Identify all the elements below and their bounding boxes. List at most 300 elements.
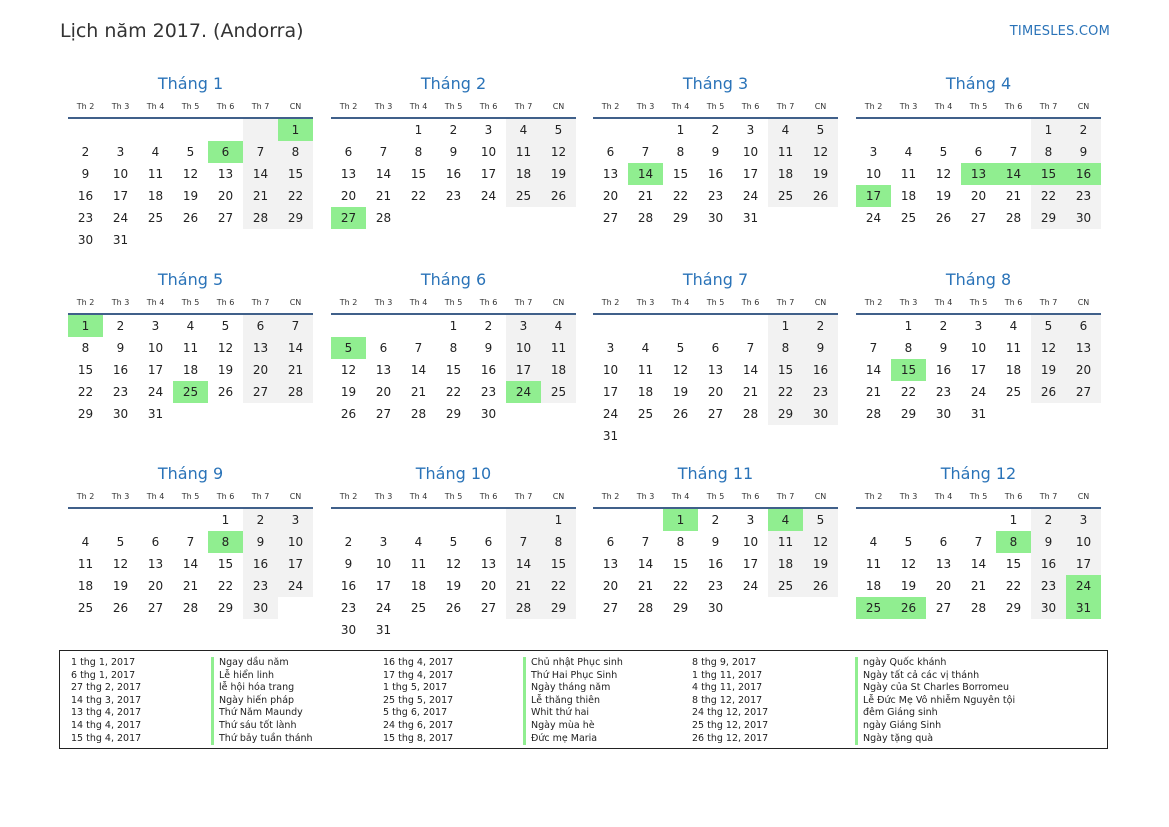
day-cell[interactable]: 14 xyxy=(410,363,427,377)
day-cell[interactable]: 3 xyxy=(606,341,615,355)
day-cell[interactable]: 10 xyxy=(506,337,541,359)
day-cell[interactable]: 16 xyxy=(445,167,462,181)
day-cell[interactable]: 12 xyxy=(182,167,199,181)
site-link[interactable]: TIMESLES.COM xyxy=(1009,24,1110,39)
day-cell[interactable]: 22 xyxy=(768,381,803,403)
day-cell[interactable]: 20 xyxy=(147,579,164,593)
day-cell[interactable]: 6 xyxy=(606,145,615,159)
day-cell[interactable]: 5 xyxy=(803,119,838,141)
day-cell[interactable]: 10 xyxy=(112,167,129,181)
day-cell[interactable]: 6 xyxy=(151,535,160,549)
day-cell[interactable]: 3 xyxy=(869,145,878,159)
day-cell[interactable]: 7 xyxy=(641,145,650,159)
day-cell[interactable]: 21 xyxy=(182,579,199,593)
day-cell[interactable]: 6 xyxy=(974,145,983,159)
day-cell[interactable]: 5 xyxy=(541,119,576,141)
day-cell[interactable]: 7 xyxy=(506,531,541,553)
day-cell[interactable]: 18 xyxy=(77,579,94,593)
holiday-day-cell[interactable]: 27 xyxy=(331,207,366,229)
day-cell[interactable]: 29 xyxy=(217,601,234,615)
day-cell[interactable]: 26 xyxy=(445,601,462,615)
day-cell[interactable]: 7 xyxy=(414,341,423,355)
day-cell[interactable]: 28 xyxy=(375,211,392,225)
day-cell[interactable]: 17 xyxy=(506,359,541,381)
day-cell[interactable]: 1 xyxy=(904,319,913,333)
day-cell[interactable]: 9 xyxy=(711,145,720,159)
day-cell[interactable]: 2 xyxy=(711,513,720,527)
day-cell[interactable]: 10 xyxy=(147,341,164,355)
day-cell[interactable]: 30 xyxy=(243,597,278,619)
day-cell[interactable]: 24 xyxy=(742,189,759,203)
day-cell[interactable]: 25 xyxy=(77,601,94,615)
day-cell[interactable]: 14 xyxy=(742,363,759,377)
day-cell[interactable]: 26 xyxy=(1031,381,1066,403)
day-cell[interactable]: 3 xyxy=(1066,509,1101,531)
day-cell[interactable]: 15 xyxy=(278,163,313,185)
day-cell[interactable]: 18 xyxy=(506,163,541,185)
day-cell[interactable]: 12 xyxy=(541,141,576,163)
day-cell[interactable]: 21 xyxy=(742,385,759,399)
day-cell[interactable]: 18 xyxy=(768,553,803,575)
day-cell[interactable]: 22 xyxy=(77,385,94,399)
holiday-day-cell[interactable]: 1 xyxy=(278,119,313,141)
day-cell[interactable]: 14 xyxy=(970,557,987,571)
day-cell[interactable]: 6 xyxy=(379,341,388,355)
day-cell[interactable]: 3 xyxy=(746,123,755,137)
day-cell[interactable]: 19 xyxy=(900,579,917,593)
day-cell[interactable]: 6 xyxy=(711,341,720,355)
day-cell[interactable]: 30 xyxy=(707,601,724,615)
day-cell[interactable]: 12 xyxy=(340,363,357,377)
day-cell[interactable]: 12 xyxy=(672,363,689,377)
day-cell[interactable]: 25 xyxy=(900,211,917,225)
holiday-day-cell[interactable]: 4 xyxy=(768,509,803,531)
day-cell[interactable]: 25 xyxy=(410,601,427,615)
day-cell[interactable]: 9 xyxy=(81,167,90,181)
day-cell[interactable]: 30 xyxy=(935,407,952,421)
day-cell[interactable]: 7 xyxy=(186,535,195,549)
day-cell[interactable]: 30 xyxy=(77,233,94,247)
day-cell[interactable]: 20 xyxy=(243,359,278,381)
day-cell[interactable]: 25 xyxy=(541,381,576,403)
day-cell[interactable]: 29 xyxy=(541,597,576,619)
day-cell[interactable]: 28 xyxy=(742,407,759,421)
day-cell[interactable]: 30 xyxy=(112,407,129,421)
day-cell[interactable]: 13 xyxy=(375,363,392,377)
holiday-day-cell[interactable]: 25 xyxy=(856,597,891,619)
day-cell[interactable]: 21 xyxy=(375,189,392,203)
holiday-day-cell[interactable]: 14 xyxy=(996,163,1031,185)
day-cell[interactable]: 23 xyxy=(340,601,357,615)
day-cell[interactable]: 4 xyxy=(869,535,878,549)
day-cell[interactable]: 17 xyxy=(742,557,759,571)
day-cell[interactable]: 19 xyxy=(1031,359,1066,381)
day-cell[interactable]: 9 xyxy=(1031,531,1066,553)
day-cell[interactable]: 6 xyxy=(939,535,948,549)
day-cell[interactable]: 26 xyxy=(935,211,952,225)
day-cell[interactable]: 14 xyxy=(375,167,392,181)
day-cell[interactable]: 20 xyxy=(217,189,234,203)
day-cell[interactable]: 16 xyxy=(935,363,952,377)
day-cell[interactable]: 27 xyxy=(243,381,278,403)
day-cell[interactable]: 17 xyxy=(375,579,392,593)
day-cell[interactable]: 15 xyxy=(541,553,576,575)
day-cell[interactable]: 7 xyxy=(869,341,878,355)
holiday-day-cell[interactable]: 1 xyxy=(68,315,103,337)
day-cell[interactable]: 31 xyxy=(602,429,619,443)
holiday-day-cell[interactable]: 16 xyxy=(1066,163,1101,185)
day-cell[interactable]: 24 xyxy=(147,385,164,399)
day-cell[interactable]: 23 xyxy=(1031,575,1066,597)
day-cell[interactable]: 28 xyxy=(278,381,313,403)
holiday-day-cell[interactable]: 26 xyxy=(891,597,926,619)
day-cell[interactable]: 25 xyxy=(768,185,803,207)
day-cell[interactable]: 27 xyxy=(147,601,164,615)
day-cell[interactable]: 8 xyxy=(1031,141,1066,163)
day-cell[interactable]: 3 xyxy=(278,509,313,531)
day-cell[interactable]: 11 xyxy=(410,557,427,571)
holiday-day-cell[interactable]: 6 xyxy=(208,141,243,163)
day-cell[interactable]: 6 xyxy=(606,535,615,549)
day-cell[interactable]: 22 xyxy=(672,579,689,593)
day-cell[interactable]: 2 xyxy=(449,123,458,137)
day-cell[interactable]: 19 xyxy=(803,163,838,185)
day-cell[interactable]: 4 xyxy=(414,535,423,549)
day-cell[interactable]: 20 xyxy=(480,579,497,593)
day-cell[interactable]: 10 xyxy=(278,531,313,553)
day-cell[interactable]: 11 xyxy=(77,557,94,571)
day-cell[interactable]: 20 xyxy=(1066,359,1101,381)
day-cell[interactable]: 31 xyxy=(375,623,392,637)
day-cell[interactable]: 23 xyxy=(445,189,462,203)
day-cell[interactable]: 24 xyxy=(112,211,129,225)
day-cell[interactable]: 27 xyxy=(1066,381,1101,403)
day-cell[interactable]: 2 xyxy=(1031,509,1066,531)
day-cell[interactable]: 16 xyxy=(243,553,278,575)
day-cell[interactable]: 5 xyxy=(676,341,685,355)
day-cell[interactable]: 17 xyxy=(742,167,759,181)
day-cell[interactable]: 17 xyxy=(112,189,129,203)
day-cell[interactable]: 12 xyxy=(217,341,234,355)
day-cell[interactable]: 18 xyxy=(637,385,654,399)
day-cell[interactable]: 30 xyxy=(803,403,838,425)
day-cell[interactable]: 21 xyxy=(637,189,654,203)
day-cell[interactable]: 7 xyxy=(641,535,650,549)
day-cell[interactable]: 2 xyxy=(344,535,353,549)
day-cell[interactable]: 16 xyxy=(77,189,94,203)
day-cell[interactable]: 11 xyxy=(541,337,576,359)
holiday-day-cell[interactable]: 1 xyxy=(663,509,698,531)
day-cell[interactable]: 21 xyxy=(278,359,313,381)
day-cell[interactable]: 6 xyxy=(1066,315,1101,337)
day-cell[interactable]: 24 xyxy=(480,189,497,203)
day-cell[interactable]: 4 xyxy=(641,341,650,355)
day-cell[interactable]: 23 xyxy=(77,211,94,225)
day-cell[interactable]: 14 xyxy=(506,553,541,575)
day-cell[interactable]: 4 xyxy=(186,319,195,333)
day-cell[interactable]: 21 xyxy=(970,579,987,593)
day-cell[interactable]: 8 xyxy=(676,535,685,549)
day-cell[interactable]: 12 xyxy=(900,557,917,571)
day-cell[interactable]: 27 xyxy=(375,407,392,421)
day-cell[interactable]: 4 xyxy=(541,315,576,337)
day-cell[interactable]: 2 xyxy=(116,319,125,333)
day-cell[interactable]: 30 xyxy=(480,407,497,421)
day-cell[interactable]: 13 xyxy=(147,557,164,571)
day-cell[interactable]: 23 xyxy=(707,579,724,593)
day-cell[interactable]: 19 xyxy=(445,579,462,593)
day-cell[interactable]: 5 xyxy=(116,535,125,549)
day-cell[interactable]: 26 xyxy=(541,185,576,207)
day-cell[interactable]: 8 xyxy=(676,145,685,159)
day-cell[interactable]: 22 xyxy=(445,385,462,399)
day-cell[interactable]: 18 xyxy=(182,363,199,377)
day-cell[interactable]: 12 xyxy=(1031,337,1066,359)
day-cell[interactable]: 1 xyxy=(449,319,458,333)
day-cell[interactable]: 12 xyxy=(803,531,838,553)
day-cell[interactable]: 19 xyxy=(541,163,576,185)
day-cell[interactable]: 30 xyxy=(1066,207,1101,229)
day-cell[interactable]: 2 xyxy=(81,145,90,159)
day-cell[interactable]: 13 xyxy=(707,363,724,377)
day-cell[interactable]: 7 xyxy=(379,145,388,159)
day-cell[interactable]: 22 xyxy=(541,575,576,597)
day-cell[interactable]: 27 xyxy=(707,407,724,421)
day-cell[interactable]: 13 xyxy=(1066,337,1101,359)
day-cell[interactable]: 22 xyxy=(900,385,917,399)
day-cell[interactable]: 30 xyxy=(1031,597,1066,619)
day-cell[interactable]: 21 xyxy=(1005,189,1022,203)
day-cell[interactable]: 9 xyxy=(484,341,493,355)
day-cell[interactable]: 15 xyxy=(672,167,689,181)
day-cell[interactable]: 13 xyxy=(935,557,952,571)
day-cell[interactable]: 19 xyxy=(182,189,199,203)
day-cell[interactable]: 30 xyxy=(340,623,357,637)
day-cell[interactable]: 28 xyxy=(182,601,199,615)
day-cell[interactable]: 31 xyxy=(147,407,164,421)
day-cell[interactable]: 21 xyxy=(506,575,541,597)
day-cell[interactable]: 1 xyxy=(541,509,576,531)
day-cell[interactable]: 8 xyxy=(414,145,423,159)
day-cell[interactable]: 11 xyxy=(768,531,803,553)
day-cell[interactable]: 2 xyxy=(803,315,838,337)
day-cell[interactable]: 25 xyxy=(637,407,654,421)
day-cell[interactable]: 29 xyxy=(278,207,313,229)
day-cell[interactable]: 11 xyxy=(900,167,917,181)
day-cell[interactable]: 18 xyxy=(768,163,803,185)
day-cell[interactable]: 11 xyxy=(637,363,654,377)
day-cell[interactable]: 11 xyxy=(865,557,882,571)
day-cell[interactable]: 18 xyxy=(1005,363,1022,377)
day-cell[interactable]: 16 xyxy=(480,363,497,377)
day-cell[interactable]: 28 xyxy=(865,407,882,421)
day-cell[interactable]: 16 xyxy=(112,363,129,377)
day-cell[interactable]: 8 xyxy=(541,531,576,553)
day-cell[interactable]: 10 xyxy=(970,341,987,355)
day-cell[interactable]: 9 xyxy=(243,531,278,553)
day-cell[interactable]: 11 xyxy=(768,141,803,163)
day-cell[interactable]: 2 xyxy=(1066,119,1101,141)
day-cell[interactable]: 22 xyxy=(217,579,234,593)
day-cell[interactable]: 24 xyxy=(375,601,392,615)
day-cell[interactable]: 3 xyxy=(484,123,493,137)
day-cell[interactable]: 5 xyxy=(904,535,913,549)
day-cell[interactable]: 19 xyxy=(340,385,357,399)
day-cell[interactable]: 21 xyxy=(410,385,427,399)
day-cell[interactable]: 27 xyxy=(602,211,619,225)
day-cell[interactable]: 1 xyxy=(1009,513,1018,527)
day-cell[interactable]: 3 xyxy=(506,315,541,337)
day-cell[interactable]: 4 xyxy=(768,119,803,141)
holiday-day-cell[interactable]: 15 xyxy=(1031,163,1066,185)
day-cell[interactable]: 16 xyxy=(707,167,724,181)
day-cell[interactable]: 23 xyxy=(1066,185,1101,207)
holiday-day-cell[interactable]: 31 xyxy=(1066,597,1101,619)
day-cell[interactable]: 4 xyxy=(151,145,160,159)
day-cell[interactable]: 3 xyxy=(116,145,125,159)
day-cell[interactable]: 17 xyxy=(970,363,987,377)
day-cell[interactable]: 22 xyxy=(672,189,689,203)
day-cell[interactable]: 17 xyxy=(480,167,497,181)
day-cell[interactable]: 9 xyxy=(344,557,353,571)
day-cell[interactable]: 15 xyxy=(410,167,427,181)
day-cell[interactable]: 12 xyxy=(935,167,952,181)
day-cell[interactable]: 19 xyxy=(217,363,234,377)
day-cell[interactable]: 26 xyxy=(803,575,838,597)
day-cell[interactable]: 6 xyxy=(243,315,278,337)
day-cell[interactable]: 11 xyxy=(1005,341,1022,355)
day-cell[interactable]: 16 xyxy=(1031,553,1066,575)
day-cell[interactable]: 6 xyxy=(344,145,353,159)
day-cell[interactable]: 26 xyxy=(112,601,129,615)
day-cell[interactable]: 22 xyxy=(278,185,313,207)
holiday-day-cell[interactable]: 17 xyxy=(856,185,891,207)
day-cell[interactable]: 10 xyxy=(375,557,392,571)
day-cell[interactable]: 10 xyxy=(480,145,497,159)
day-cell[interactable]: 19 xyxy=(672,385,689,399)
day-cell[interactable]: 9 xyxy=(803,337,838,359)
day-cell[interactable]: 18 xyxy=(541,359,576,381)
day-cell[interactable]: 26 xyxy=(803,185,838,207)
day-cell[interactable]: 10 xyxy=(602,363,619,377)
day-cell[interactable]: 25 xyxy=(1005,385,1022,399)
day-cell[interactable]: 13 xyxy=(602,557,619,571)
day-cell[interactable]: 15 xyxy=(1005,557,1022,571)
day-cell[interactable]: 4 xyxy=(81,535,90,549)
day-cell[interactable]: 26 xyxy=(340,407,357,421)
day-cell[interactable]: 18 xyxy=(865,579,882,593)
day-cell[interactable]: 12 xyxy=(112,557,129,571)
day-cell[interactable]: 3 xyxy=(379,535,388,549)
day-cell[interactable]: 27 xyxy=(935,601,952,615)
day-cell[interactable]: 14 xyxy=(243,163,278,185)
day-cell[interactable]: 28 xyxy=(243,207,278,229)
day-cell[interactable]: 22 xyxy=(410,189,427,203)
day-cell[interactable]: 18 xyxy=(147,189,164,203)
day-cell[interactable]: 9 xyxy=(449,145,458,159)
day-cell[interactable]: 18 xyxy=(410,579,427,593)
day-cell[interactable]: 15 xyxy=(768,359,803,381)
day-cell[interactable]: 24 xyxy=(278,575,313,597)
holiday-day-cell[interactable]: 13 xyxy=(961,163,996,185)
day-cell[interactable]: 24 xyxy=(865,211,882,225)
day-cell[interactable]: 20 xyxy=(375,385,392,399)
day-cell[interactable]: 7 xyxy=(278,315,313,337)
day-cell[interactable]: 26 xyxy=(672,407,689,421)
day-cell[interactable]: 12 xyxy=(445,557,462,571)
day-cell[interactable]: 8 xyxy=(904,341,913,355)
day-cell[interactable]: 21 xyxy=(865,385,882,399)
day-cell[interactable]: 13 xyxy=(480,557,497,571)
day-cell[interactable]: 29 xyxy=(672,211,689,225)
day-cell[interactable]: 11 xyxy=(506,141,541,163)
day-cell[interactable]: 24 xyxy=(602,407,619,421)
day-cell[interactable]: 20 xyxy=(970,189,987,203)
day-cell[interactable]: 22 xyxy=(1031,185,1066,207)
day-cell[interactable]: 1 xyxy=(768,315,803,337)
day-cell[interactable]: 31 xyxy=(112,233,129,247)
day-cell[interactable]: 10 xyxy=(1066,531,1101,553)
day-cell[interactable]: 10 xyxy=(742,535,759,549)
day-cell[interactable]: 28 xyxy=(970,601,987,615)
day-cell[interactable]: 15 xyxy=(217,557,234,571)
holiday-day-cell[interactable]: 24 xyxy=(1066,575,1101,597)
day-cell[interactable]: 20 xyxy=(602,579,619,593)
day-cell[interactable]: 29 xyxy=(900,407,917,421)
day-cell[interactable]: 28 xyxy=(1005,211,1022,225)
day-cell[interactable]: 28 xyxy=(506,597,541,619)
day-cell[interactable]: 29 xyxy=(1005,601,1022,615)
day-cell[interactable]: 22 xyxy=(1005,579,1022,593)
day-cell[interactable]: 30 xyxy=(707,211,724,225)
day-cell[interactable]: 7 xyxy=(243,141,278,163)
day-cell[interactable]: 19 xyxy=(935,189,952,203)
day-cell[interactable]: 5 xyxy=(449,535,458,549)
day-cell[interactable]: 1 xyxy=(676,123,685,137)
holiday-day-cell[interactable]: 15 xyxy=(891,359,926,381)
day-cell[interactable]: 2 xyxy=(711,123,720,137)
holiday-day-cell[interactable]: 8 xyxy=(996,531,1031,553)
day-cell[interactable]: 27 xyxy=(602,601,619,615)
day-cell[interactable]: 27 xyxy=(970,211,987,225)
day-cell[interactable]: 3 xyxy=(151,319,160,333)
day-cell[interactable]: 6 xyxy=(484,535,493,549)
day-cell[interactable]: 16 xyxy=(707,557,724,571)
holiday-day-cell[interactable]: 24 xyxy=(506,381,541,403)
day-cell[interactable]: 17 xyxy=(147,363,164,377)
day-cell[interactable]: 11 xyxy=(147,167,164,181)
day-cell[interactable]: 20 xyxy=(707,385,724,399)
day-cell[interactable]: 8 xyxy=(81,341,90,355)
day-cell[interactable]: 28 xyxy=(637,601,654,615)
day-cell[interactable]: 27 xyxy=(480,601,497,615)
holiday-day-cell[interactable]: 5 xyxy=(331,337,366,359)
day-cell[interactable]: 4 xyxy=(506,119,541,141)
day-cell[interactable]: 5 xyxy=(939,145,948,159)
day-cell[interactable]: 27 xyxy=(217,211,234,225)
day-cell[interactable]: 2 xyxy=(243,509,278,531)
day-cell[interactable]: 13 xyxy=(602,167,619,181)
day-cell[interactable]: 1 xyxy=(414,123,423,137)
day-cell[interactable]: 28 xyxy=(410,407,427,421)
day-cell[interactable]: 3 xyxy=(974,319,983,333)
day-cell[interactable]: 3 xyxy=(746,513,755,527)
day-cell[interactable]: 14 xyxy=(278,337,313,359)
day-cell[interactable]: 7 xyxy=(746,341,755,355)
day-cell[interactable]: 1 xyxy=(1031,119,1066,141)
day-cell[interactable]: 20 xyxy=(340,189,357,203)
day-cell[interactable]: 31 xyxy=(970,407,987,421)
